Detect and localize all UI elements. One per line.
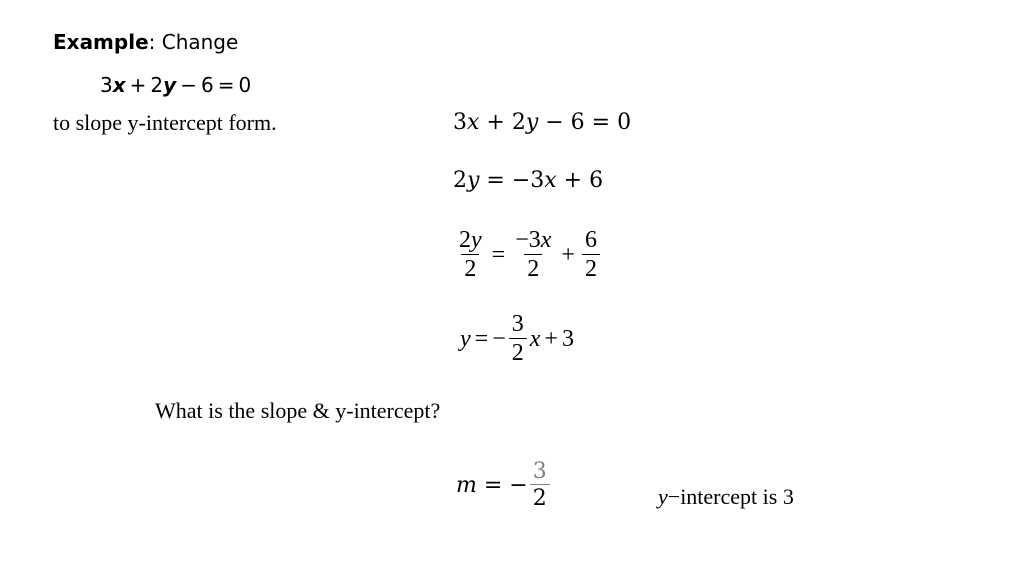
- coef-b: 2: [150, 73, 164, 97]
- op-plus: +: [129, 73, 147, 97]
- slope-answer: [456, 460, 553, 510]
- var-y: y: [658, 484, 668, 509]
- op-eq: =: [491, 241, 506, 268]
- op-eq: =: [474, 325, 489, 352]
- fraction-neg3x-over-2: $\frac{-3x}{2}$: [515, 227, 552, 283]
- var-y: y: [163, 73, 177, 97]
- step4-equation: [460, 312, 574, 366]
- op-eq: =: [217, 73, 235, 97]
- fraction-2y-over-2: $\frac{2y}{2}$: [459, 227, 482, 283]
- op-plus: +: [544, 325, 558, 352]
- step2-equation: 2𝑦 = −3𝑥 + 6: [453, 168, 604, 193]
- op-plus: +: [561, 241, 575, 268]
- var-x: x: [112, 73, 126, 97]
- rhs-zero: 0: [238, 73, 252, 97]
- intercept-text: intercept is 3: [680, 484, 794, 509]
- given-equation: [100, 73, 251, 97]
- var-x: x: [529, 325, 541, 352]
- instruction-text: to slope y-intercept form.: [53, 110, 277, 135]
- coef-a: 3: [100, 73, 113, 97]
- op-minus: −: [180, 73, 197, 97]
- heading-bold: Example: [53, 30, 149, 54]
- question-text: What is the slope & y-intercept?: [155, 398, 441, 423]
- const-3: 3: [561, 325, 574, 352]
- fraction-6-over-2: $\frac{6}{2}$: [582, 228, 600, 282]
- op-neg: −: [492, 325, 506, 352]
- slope-fraction: $\frac{3}{2}$: [530, 460, 550, 510]
- slide-heading: [53, 30, 238, 54]
- step1-equation: 3𝑥 + 2𝑦 − 6 = 0: [453, 110, 632, 135]
- fraction-3-over-2: $\frac{3}{2}$: [509, 312, 527, 366]
- heading-rest: : Change: [148, 30, 239, 54]
- var-y: y: [460, 325, 471, 352]
- step3-equation: [453, 228, 603, 282]
- intercept-answer: [658, 484, 794, 510]
- dash: −: [667, 484, 681, 509]
- const-c: 6: [200, 73, 214, 97]
- slope-lhs: 𝑚 = −: [456, 472, 528, 498]
